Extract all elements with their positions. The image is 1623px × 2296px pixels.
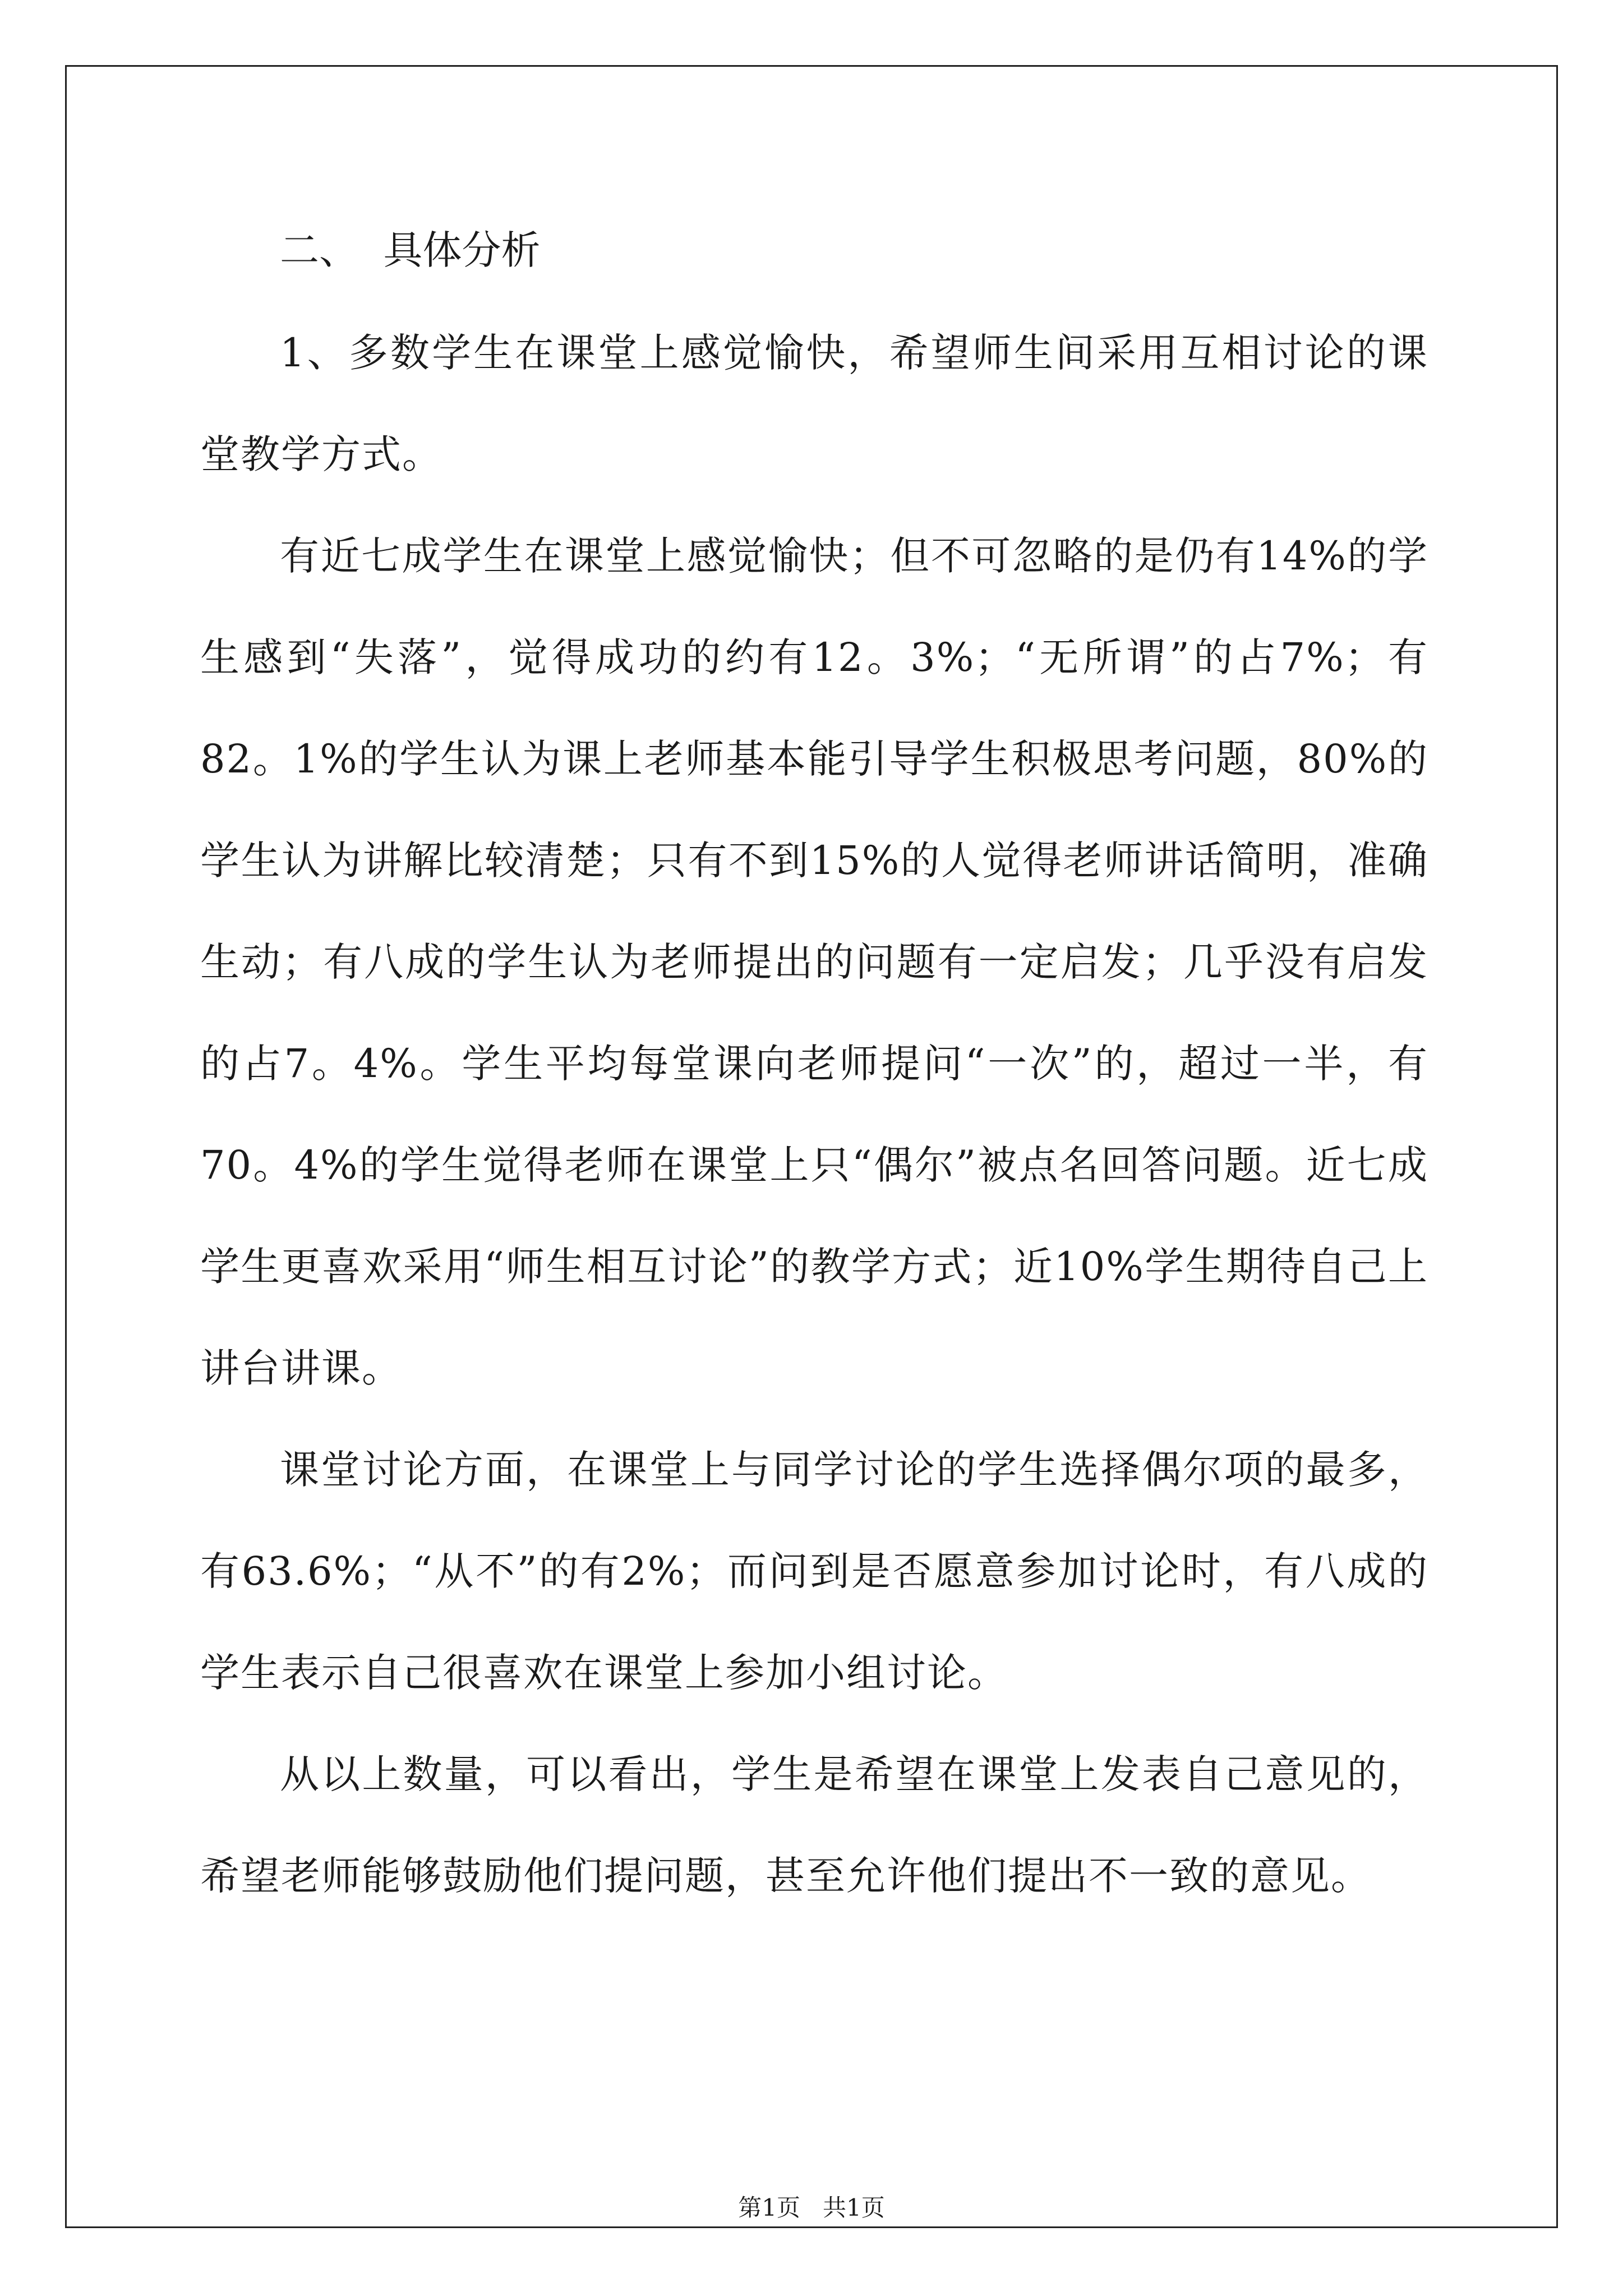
paragraph: 有近七成学生在课堂上感觉愉快；但不可忽略的是仍有14%的学生感到“失落”，觉得成功的约有12。3%；“无所谓”的占7%；有82。1%的学生认为课上老师基本能引导学生积极思考问题，80%的学生认为讲解比较清楚；只有不到15%的人觉得老师讲话简明，准确生动；有八成的学生认为老师提出的问题有一定启发；几乎没有启发的占7。4%。学生平均每堂课向老师提问“一次”的，超过一半，有70。4%的学生觉得老师在课堂上只“偶尔”被点名回答问题。近七成学生更喜欢采用“师生相互讨论”的教学方式；近10%学生期待自己上讲台讲课。 xyxy=(200,533,1428,1391)
paragraph: 从以上数量，可以看出，学生是希望在课堂上发表自己意见的，希望老师能够鼓励他们提问题，甚至允许他们提出不一致的意见。 xyxy=(200,1751,1428,1899)
page-number-footer: 第1页 共1页 xyxy=(738,2194,885,2221)
paragraph: 1、多数学生在课堂上感觉愉快，希望师生间采用互相讨论的课堂教学方式。 xyxy=(200,330,1428,477)
paragraph: 课堂讨论方面，在课堂上与同学讨论的学生选择偶尔项的最多，有63.6%；“从不”的有2%；而问到是否愿意参加讨论时，有八成的学生表示自己很喜欢在课堂上参加小组讨论。 xyxy=(200,1447,1428,1696)
section-heading: 二、 具体分析 xyxy=(280,227,541,273)
document-body xyxy=(200,205,1428,1927)
